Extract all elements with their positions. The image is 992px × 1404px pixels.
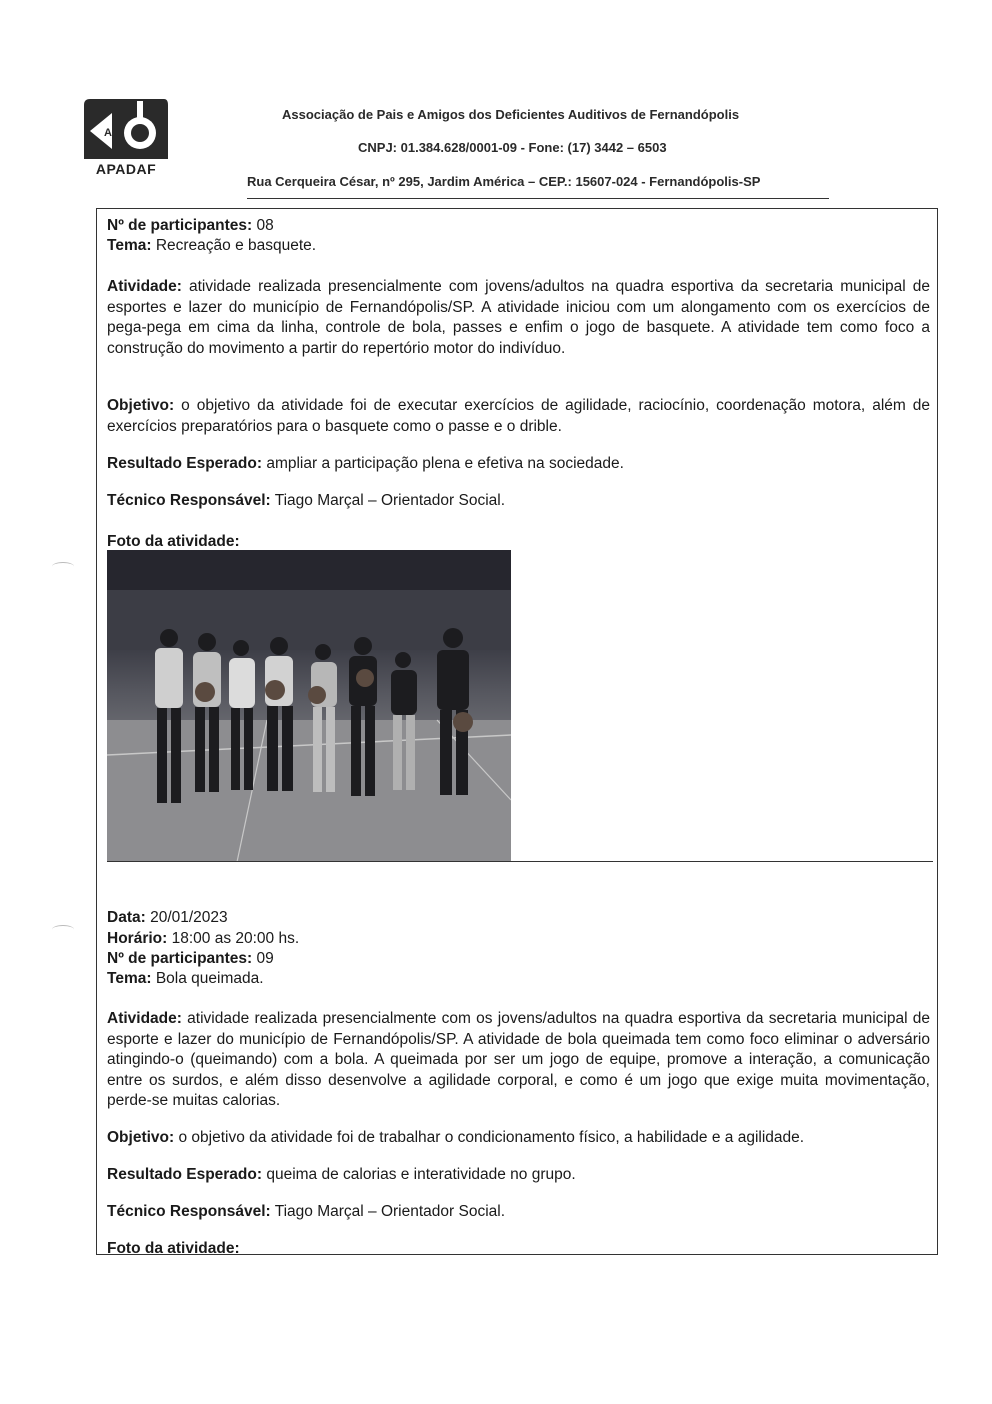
date-value: 20/01/2023: [145, 909, 228, 926]
result-label: Resultado Esperado:: [107, 455, 263, 472]
date-line: [107, 908, 228, 929]
logo-wordmark: APADAF: [95, 161, 157, 177]
group-photo-illustration: [107, 550, 511, 862]
activity-paragraph-2: [107, 1009, 930, 1112]
participants-line-2: [107, 949, 274, 970]
participants-line: [107, 216, 274, 237]
theme-value: Bola queimada.: [151, 970, 264, 987]
objective-label: Objetivo:: [107, 1129, 175, 1146]
time-line: [107, 929, 299, 950]
activity-label: Atividade:: [107, 1010, 182, 1027]
org-contact: CNPJ: 01.384.628/0001-09 - Fone: (17) 3442 – 6503: [358, 140, 667, 155]
activity-text: atividade realizada presencialmente com jovens/adultos na quadra esportiva da secretaria municipal de esportes e lazer do município de Fernandópolis/SP. A atividade iniciou com um alongamento com os exercícios de pega-pega em cima da linha, controle de bola, passes e enfim o jogo de basquete. A atividade tem como foco a construção do movimento a partir do repertório motor do indivíduo.: [107, 278, 930, 357]
objective-label: Objetivo:: [107, 397, 175, 414]
technician-value: Tiago Marçal – Orientador Social.: [270, 1203, 506, 1220]
theme-label: Tema:: [107, 970, 152, 987]
section-divider: [107, 861, 933, 862]
objective-text: o objetivo da atividade foi de trabalhar o condicionamento físico, a habilidade e a agilidade.: [174, 1129, 805, 1146]
participants-value: 09: [252, 950, 274, 967]
participants-value: 08: [252, 217, 274, 234]
scan-mark: [52, 925, 74, 934]
theme-line-2: [107, 969, 264, 990]
result-value: ampliar a participação plena e efetiva na sociedade.: [262, 455, 624, 472]
scan-mark: [52, 562, 74, 571]
svg-text:A: A: [104, 127, 112, 139]
technician-label: Técnico Responsável:: [107, 492, 271, 509]
participants-label: Nº de participantes:: [107, 950, 253, 967]
org-address: Rua Cerqueira César, nº 295, Jardim América – CEP.: 15607-024 - Fernandópolis-SP: [247, 174, 761, 189]
objective-line-2: [107, 1128, 804, 1149]
date-label: Data:: [107, 909, 146, 926]
activity-paragraph: [107, 277, 930, 359]
activity-photo: [107, 550, 511, 862]
objective-text: o objetivo da atividade foi de executar exercícios de agilidade, raciocínio, coordenação motora, além de exercícios preparatórios para o basquete como o passe e o drible.: [107, 397, 930, 435]
theme-line: [107, 236, 316, 257]
header-divider: [247, 198, 829, 199]
photo-caption-2: [107, 1239, 240, 1260]
result-line: [107, 454, 624, 475]
org-name: Associação de Pais e Amigos dos Deficientes Auditivos de Fernandópolis: [282, 107, 740, 122]
time-value: 18:00 as 20:00 hs.: [167, 930, 300, 947]
photo-label: Foto da atividade:: [107, 533, 240, 550]
result-line-2: [107, 1165, 576, 1186]
theme-label: Tema:: [107, 237, 152, 254]
participants-label: Nº de participantes:: [107, 217, 253, 234]
objective-paragraph: [107, 396, 930, 437]
technician-value: Tiago Marçal – Orientador Social.: [270, 492, 506, 509]
photo-label: Foto da atividade:: [107, 1240, 240, 1257]
result-value: queima de calorias e interatividade no grupo.: [262, 1166, 576, 1183]
activity-text: atividade realizada presencialmente com os jovens/adultos na quadra esportiva da secretaria municipal de esporte e lazer do município de Fernandópolis/SP. A atividade de bola queimada tem como foco eliminar o adversário atingindo-o (queimando) com a bola. A queimada por ser um jogo de equipe, promove a interação, a comunicação entre os surdos, e além disso desenvolve a agilidade corporal, e como é um jogo que exige muita movimentação, perde-se muitas calorias.: [107, 1010, 930, 1110]
technician-line-2: [107, 1202, 505, 1223]
theme-value: Recreação e basquete.: [151, 237, 317, 254]
activity-label: Atividade:: [107, 278, 182, 295]
technician-line: [107, 491, 505, 512]
result-label: Resultado Esperado:: [107, 1166, 263, 1183]
time-label: Horário:: [107, 930, 168, 947]
technician-label: Técnico Responsável:: [107, 1203, 271, 1220]
